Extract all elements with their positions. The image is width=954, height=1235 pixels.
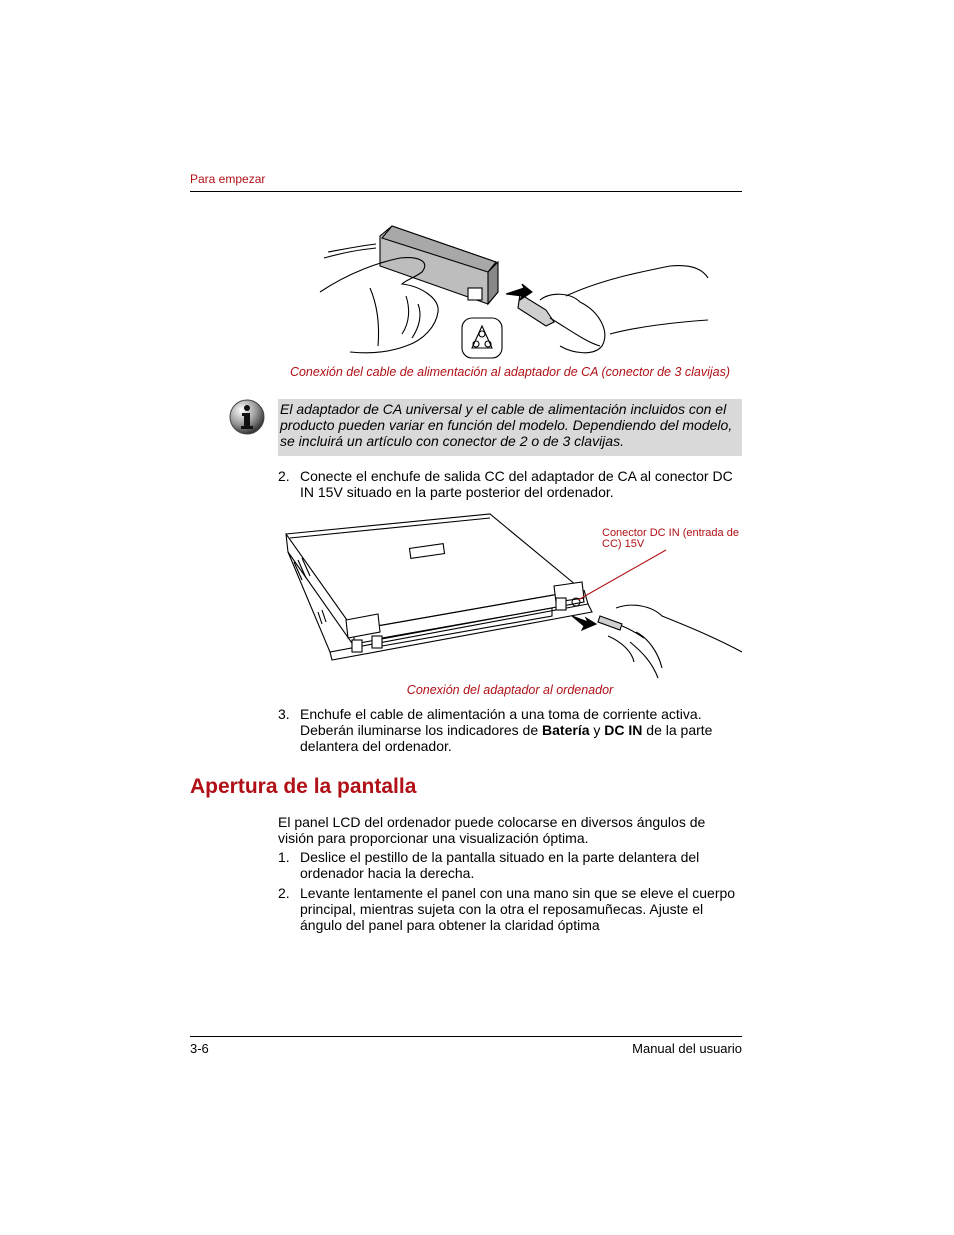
list-item <box>278 849 748 881</box>
list-item <box>278 706 748 754</box>
dc-in-indicator-label: DC IN <box>604 722 643 738</box>
list-item-text: Enchufe el cable de alimentación a una toma de corriente activa. Deberán iluminarse los indicadores de Batería y DC IN de la parte delantera del ordenador. <box>300 706 713 754</box>
section-title: Apertura de la pantalla <box>190 775 417 798</box>
list-item-text: Deslice el pestillo de la pantalla situado en la parte delantera del ordenador hacia la derecha. <box>300 849 700 881</box>
section-intro: El panel LCD del ordenador puede colocarse en diversos ángulos de visión para proporcionar una visualización óptima. <box>278 814 706 846</box>
figure1-caption: Conexión del cable de alimentación al adaptador de CA (conector de 3 clavijas) <box>289 365 731 379</box>
note-box <box>278 399 742 456</box>
manual-title: Manual del usuario <box>632 1041 742 1056</box>
list-item <box>278 885 748 933</box>
ac-adapter-illustration <box>310 222 710 362</box>
running-header: Para empezar <box>190 172 266 186</box>
list-item-number: 2. <box>278 468 290 484</box>
list-item-text: Conecte el enchufe de salida CC del adaptador de CA al conector DC IN 15V situado en la parte posterior del ordenador. <box>300 468 733 500</box>
info-icon <box>228 398 266 436</box>
figure2-caption: Conexión del adaptador al ordenador <box>406 683 614 697</box>
dc-in-callout: Conector DC IN (entrada de CC) 15V <box>602 527 739 550</box>
list-item <box>278 468 748 500</box>
list-item-text: Levante lentamente el panel con una mano sin que se eleve el cuerpo principal, mientras sujeta con la otra el reposamuñecas. Ajuste el ángulo del panel para obtener la claridad óptima <box>300 885 736 933</box>
battery-indicator-label: Batería <box>542 722 590 738</box>
page-number: 3-6 <box>190 1041 209 1056</box>
footer-rule <box>190 1036 742 1037</box>
list-item-number: 3. <box>278 706 290 722</box>
header-rule <box>190 191 742 192</box>
list-item-number: 2. <box>278 885 290 901</box>
note-text: El adaptador de CA universal y el cable de alimentación incluidos con el producto pueden variar en función del modelo. Dependiendo del modelo, se incluirá un artículo con conector de 2 o de 3 clavijas. <box>280 401 733 449</box>
list-item-number: 1. <box>278 849 290 865</box>
